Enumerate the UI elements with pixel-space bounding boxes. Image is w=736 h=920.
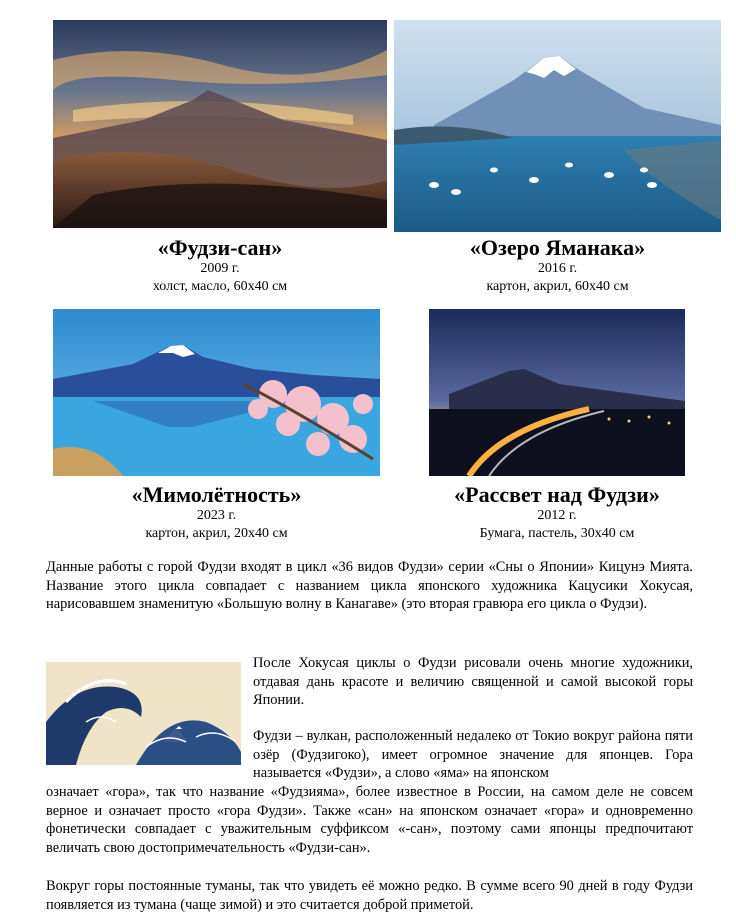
intro-text: Данные работы с горой Фудзи входят в цикл «36 видов Фудзи» серии «Сны о Японии» Кицунэ Мията. Название этого цикла совпадает с названием цикла японского художника Кацусики Хокусая, нарисовавшем знаменитую «Большую волну в Канагаве» (это вторая гравюра его цикла о Фудзи). [46, 559, 693, 613]
artwork-medium: картон, акрил, 60х40 см [486, 279, 629, 294]
paragraph-text: После Хокусая циклы о Фудзи рисовали очень многие художники, отдавая дань красоте и величию священной и самой высокой горы Японии. [253, 655, 693, 709]
artwork-medium: холст, масло, 60х40 см [152, 279, 288, 294]
artwork-year: 2023 г. [196, 508, 237, 523]
image-great-wave [46, 662, 241, 765]
intro-paragraph [46, 558, 693, 614]
caption-lake-yamanaka [394, 236, 721, 296]
artwork-year: 2016 г. [537, 261, 578, 276]
artwork-year: 2009 г. [200, 261, 240, 276]
artwork-year: 2012 г. [537, 508, 577, 523]
paragraph-fog [46, 877, 693, 914]
painting-fuji-san [53, 20, 387, 228]
paragraph-text: означает «гора», так что название «Фудзияма», более известное в России, на самом деле не совсем верное и означает просто «гора Фудзи». Также «сан» на японском означает «гора» и одновременно фонетически совпадает с уважительным суффиксом «-сан», поэтому сами японцы предпочитают величать свою достопримечательность «Фудзи-сан». [46, 784, 693, 856]
artwork-title: «Озеро Яманака» [469, 235, 646, 260]
artwork-title: «Рассвет над Фудзи» [454, 482, 660, 507]
artwork-title: «Фудзи-сан» [157, 235, 283, 260]
painting-lake-yamanaka [394, 20, 721, 232]
paragraph-fuji-volcano [253, 727, 693, 783]
painting-mimoletnost [53, 309, 380, 476]
paragraph-fuji-name [46, 783, 693, 857]
caption-rassvet [400, 483, 714, 543]
paragraph-text: Фудзи – вулкан, расположенный недалеко от Токио вокруг района пяти озёр (Фудзигоко), имеет огромное значение для японцев. Гора называется «Фудзи», а слово «яма» на японском [253, 728, 693, 782]
caption-fuji-san [53, 236, 387, 296]
paragraph-text: Вокруг горы постоянные туманы, так что увидеть её можно редко. В сумме всего 90 дней в году Фудзи появляется из тумана (чаще зимой) и это считается доброй приметой. [46, 878, 693, 913]
painting-rassvet [429, 309, 685, 476]
paragraph-hokusai [253, 654, 693, 710]
artwork-medium: картон, акрил, 20х40 см [145, 526, 288, 541]
artwork-title: «Мимолётность» [131, 482, 302, 507]
artwork-medium: Бумага, пастель, 30х40 см [479, 526, 635, 541]
caption-mimoletnost [53, 483, 380, 543]
